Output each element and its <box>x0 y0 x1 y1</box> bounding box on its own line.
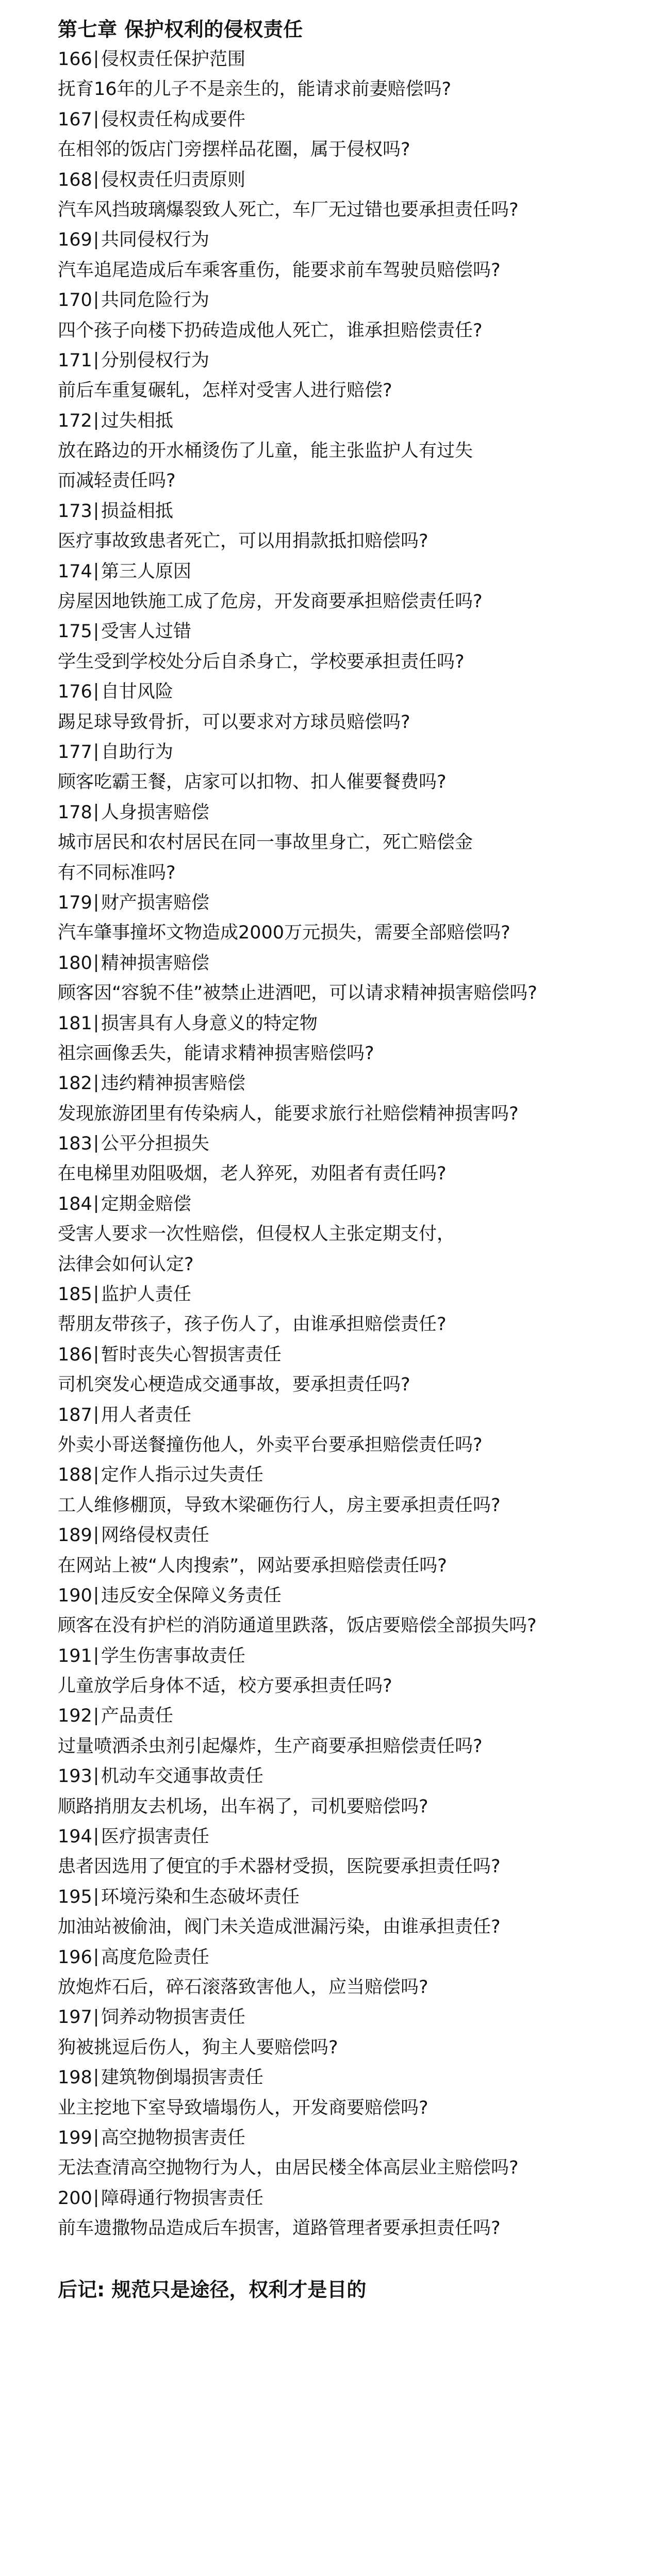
entry-topic: 障碍通行物损害责任 <box>101 2188 263 2209</box>
toc-entry[interactable] <box>58 1400 660 1461</box>
entry-number: 190 <box>58 1585 92 1606</box>
entry-question: 祖宗画像丢失，能请求精神损害赔偿吗? <box>58 1043 374 1064</box>
entry-heading <box>58 1701 660 1731</box>
entry-separator <box>95 1708 97 1725</box>
entry-topic: 网络侵权责任 <box>101 1525 209 1546</box>
entry-question: 顾客吃霸王餐，店家可以扣物、扣人催要餐费吗? <box>58 772 447 793</box>
entry-separator <box>95 954 97 972</box>
entry-separator <box>95 291 97 309</box>
toc-entry[interactable] <box>58 1068 660 1129</box>
entry-topic: 侵权责任归责原则 <box>101 169 245 190</box>
toc-entry[interactable] <box>58 1520 660 1581</box>
entry-separator <box>95 683 97 701</box>
entry-heading <box>58 1822 660 1852</box>
entry-topic: 损害具有人身意义的特定物 <box>101 1013 318 1034</box>
entry-separator <box>95 1015 97 1032</box>
entry-heading <box>58 557 660 587</box>
toc-entry[interactable] <box>58 557 660 617</box>
entry-heading <box>58 406 660 436</box>
entry-question: 帮朋友带孩子，孩子伤人了，由谁承担赔偿责任? <box>58 1314 447 1335</box>
entry-number: 176 <box>58 682 92 703</box>
entry-number: 193 <box>58 1766 92 1787</box>
entry-number: 172 <box>58 410 92 431</box>
toc-entry[interactable] <box>58 1942 660 2003</box>
toc-entry[interactable] <box>58 1761 660 1822</box>
entry-separator <box>95 171 97 189</box>
entry-heading <box>58 165 660 195</box>
entry-question: 受害人要求一次性赔偿，但侵权人主张定期支付， <box>58 1224 455 1245</box>
entry-separator <box>95 352 97 369</box>
toc-entry[interactable] <box>58 496 660 557</box>
entry-heading <box>58 677 660 707</box>
entry-question: 抚育16年的儿子不是亲生的，能请求前妻赔偿吗? <box>58 79 452 100</box>
entry-topic: 建筑物倒塌损害责任 <box>101 2067 263 2088</box>
entry-topic: 饲养动物损害责任 <box>101 2007 245 2028</box>
entry-separator <box>95 743 97 761</box>
entry-heading <box>58 1340 660 1370</box>
toc-entry[interactable] <box>58 1882 660 1942</box>
entry-question: 工人维修棚顶，导致木梁砸伤行人，房主要承担责任吗? <box>58 1495 501 1516</box>
entry-topic: 分别侵权行为 <box>101 350 209 371</box>
toc-entry[interactable] <box>58 1701 660 1761</box>
entry-separator <box>95 51 97 68</box>
entry-question: 司机突发心梗造成交通事故，要承担责任吗? <box>58 1374 410 1396</box>
entry-separator <box>95 1647 97 1665</box>
entry-question: 顺路捎朋友去机场，出车祸了，司机要赔偿吗? <box>58 1796 428 1817</box>
toc-entry[interactable] <box>58 888 660 948</box>
entry-separator <box>95 412 97 430</box>
entry-topic: 环境污染和生态破坏责任 <box>101 1886 300 1907</box>
toc-entry[interactable] <box>58 1641 660 1702</box>
entry-question: 学生受到学校处分后自杀身亡，学校要承担责任吗? <box>58 651 465 672</box>
entry-question: 而减轻责任吗? <box>58 471 176 492</box>
entry-separator <box>95 804 97 821</box>
entry-number: 188 <box>58 1465 92 1486</box>
toc-entry[interactable] <box>58 2123 660 2183</box>
entry-separator <box>95 1527 97 1544</box>
entry-heading <box>58 346 660 376</box>
entry-question: 过量喷洒杀虫剂引起爆炸，生产商要承担赔偿责任吗? <box>58 1736 483 1757</box>
entry-heading <box>58 888 660 918</box>
entry-number: 175 <box>58 621 92 642</box>
entry-separator <box>95 111 97 128</box>
toc-entry[interactable] <box>58 44 660 105</box>
toc-entry[interactable] <box>58 2002 660 2063</box>
entry-heading <box>58 798 660 828</box>
entry-topic: 违反安全保障义务责任 <box>101 1585 282 1606</box>
entry-question: 在电梯里劝阻吸烟，老人猝死，劝阻者有责任吗? <box>58 1163 447 1185</box>
entry-heading <box>58 2002 660 2032</box>
entry-number: 199 <box>58 2127 92 2148</box>
toc-entry[interactable] <box>58 1129 660 1189</box>
entry-heading <box>58 1581 660 1611</box>
entry-topic: 共同危险行为 <box>101 290 209 311</box>
entry-question: 顾客在没有护栏的消防通道里跌落，饭店要赔偿全部损失吗? <box>58 1615 537 1637</box>
entry-topic: 暂时丧失心智损害责任 <box>101 1344 282 1365</box>
entry-separator <box>95 623 97 641</box>
entry-topic: 损益相抵 <box>101 500 173 522</box>
entry-number: 181 <box>58 1013 92 1034</box>
entry-heading <box>58 737 660 767</box>
entry-question: 四个孩子向楼下扔砖造成他人死亡，谁承担赔偿责任? <box>58 320 483 341</box>
entry-number: 194 <box>58 1826 92 1848</box>
entry-topic: 财产损害赔偿 <box>101 892 209 913</box>
entry-number: 180 <box>58 952 92 974</box>
entry-separator <box>95 1888 97 1906</box>
entry-number: 170 <box>58 290 92 311</box>
entry-question: 狗被挑逗后伤人，狗主人要赔偿吗? <box>58 2037 338 2058</box>
toc-entry[interactable] <box>58 1822 660 1882</box>
entry-question: 踢足球导致骨折，可以要求对方球员赔偿吗? <box>58 711 410 733</box>
entry-separator <box>95 1949 97 1966</box>
entry-heading <box>58 2063 660 2093</box>
entry-question: 放在路边的开水桶烫伤了儿童，能主张监护人有过失 <box>58 441 473 462</box>
entry-topic: 人身损害赔偿 <box>101 802 209 823</box>
entry-topic: 机动车交通事故责任 <box>101 1766 263 1787</box>
entry-separator <box>95 2129 97 2147</box>
entry-number: 182 <box>58 1073 92 1094</box>
afterword-title: 后记: 规范只是途径，权利才是目的 <box>58 2278 367 2301</box>
entry-heading <box>58 44 660 74</box>
entry-heading <box>58 1129 660 1159</box>
toc-entry[interactable] <box>58 2063 660 2123</box>
entry-number: 192 <box>58 1706 92 1727</box>
entry-topic: 监护人责任 <box>101 1284 191 1305</box>
entry-separator <box>95 2069 97 2086</box>
entry-separator <box>95 1286 97 1303</box>
entry-number: 178 <box>58 802 92 823</box>
toc-entry[interactable] <box>58 737 660 798</box>
entry-heading <box>58 617 660 646</box>
entry-topic: 学生伤害事故责任 <box>101 1645 245 1666</box>
entry-topic: 精神损害赔偿 <box>101 952 209 974</box>
entry-number: 179 <box>58 892 92 913</box>
toc-entry[interactable] <box>58 798 660 888</box>
toc-entry[interactable] <box>58 105 660 165</box>
entry-question: 汽车风挡玻璃爆裂致人死亡，车厂无过错也要承担责任吗? <box>58 199 519 220</box>
entry-heading <box>58 285 660 315</box>
entry-number: 186 <box>58 1344 92 1365</box>
entry-heading <box>58 1882 660 1912</box>
entry-heading <box>58 225 660 255</box>
entry-question: 房屋因地铁施工成了危房，开发商要承担赔偿责任吗? <box>58 591 483 612</box>
entry-number: 197 <box>58 2007 92 2028</box>
entry-question: 医疗事故致患者死亡，可以用捐款抵扣赔偿吗? <box>58 531 428 552</box>
entry-heading <box>58 1520 660 1550</box>
entry-question: 发现旅游团里有传染病人，能要求旅行社赔偿精神损害吗? <box>58 1103 519 1124</box>
entry-topic: 受害人过错 <box>101 621 191 642</box>
entry-separator <box>95 2009 97 2027</box>
entry-question: 法律会如何认定? <box>58 1254 194 1275</box>
entry-number: 189 <box>58 1525 92 1546</box>
entry-topic: 第三人原因 <box>101 561 191 582</box>
entry-topic: 侵权责任构成要件 <box>101 109 245 130</box>
toc-entry[interactable] <box>58 2183 660 2244</box>
entry-heading <box>58 1641 660 1671</box>
entry-heading <box>58 1942 660 1972</box>
entry-separator <box>95 1346 97 1364</box>
entry-question: 城市居民和农村居民在同一事故里身亡，死亡赔偿金 <box>58 832 473 853</box>
toc-entry[interactable] <box>58 1279 660 1340</box>
entry-question: 儿童放学后身体不适，校方要承担责任吗? <box>58 1676 392 1697</box>
toc-entry[interactable] <box>58 1340 660 1400</box>
entry-question: 在相邻的饭店门旁摆样品花圈，属于侵权吗? <box>58 139 410 160</box>
chapter-title: 第七章 保护权利的侵权责任 <box>58 18 303 41</box>
entry-number: 169 <box>58 230 92 251</box>
toc-entry[interactable] <box>58 165 660 225</box>
entry-question: 前车遗撒物品造成后车损害，道路管理者要承担责任吗? <box>58 2218 501 2239</box>
entry-separator <box>95 894 97 912</box>
entry-separator <box>95 1135 97 1153</box>
entry-number: 195 <box>58 1886 92 1907</box>
entry-number: 185 <box>58 1284 92 1305</box>
entry-number: 196 <box>58 1947 92 1968</box>
entry-list <box>58 44 660 2244</box>
entry-separator <box>95 563 97 580</box>
entry-heading <box>58 2123 660 2153</box>
entry-separator <box>95 1195 97 1213</box>
entry-question: 无法查清高空抛物行为人，由居民楼全体高层业主赔偿吗? <box>58 2158 519 2179</box>
entry-heading <box>58 1279 660 1309</box>
entry-separator <box>95 1406 97 1424</box>
toc-entry[interactable] <box>58 406 660 496</box>
entry-topic: 过失相抵 <box>101 410 173 431</box>
entry-number: 198 <box>58 2067 92 2088</box>
entry-number: 191 <box>58 1645 92 1666</box>
toc-entry[interactable] <box>58 1189 660 1279</box>
entry-separator <box>95 1467 97 1484</box>
toc-entry[interactable] <box>58 948 660 1009</box>
entry-question: 汽车肇事撞坏文物造成2000万元损失，需要全部赔偿吗? <box>58 922 510 944</box>
toc-entry[interactable] <box>58 346 660 406</box>
entry-topic: 共同侵权行为 <box>101 230 209 251</box>
entry-question: 前后车重复碾轧，怎样对受害人进行赔偿? <box>58 380 392 401</box>
entry-topic: 医疗损害责任 <box>101 1826 209 1848</box>
entry-question: 外卖小哥送餐撞伤他人，外卖平台要承担赔偿责任吗? <box>58 1434 483 1455</box>
entry-topic: 高空抛物损害责任 <box>101 2127 245 2148</box>
entry-number: 200 <box>58 2188 92 2209</box>
entry-topic: 高度危险责任 <box>101 1947 209 1968</box>
entry-question: 在网站上被“人肉搜索”，网站要承担赔偿责任吗? <box>58 1555 447 1576</box>
entry-question: 顾客因“容貌不佳”被禁止进酒吧，可以请求精神损害赔偿吗? <box>58 983 537 1004</box>
entry-separator <box>95 1075 97 1092</box>
toc-entry[interactable] <box>58 225 660 285</box>
entry-topic: 产品责任 <box>101 1706 173 1727</box>
entry-separator <box>95 232 97 249</box>
entry-number: 183 <box>58 1133 92 1155</box>
entry-number: 177 <box>58 741 92 763</box>
entry-number: 168 <box>58 169 92 190</box>
entry-heading <box>58 1400 660 1430</box>
entry-number: 167 <box>58 109 92 130</box>
entry-separator <box>95 1768 97 1785</box>
entry-heading <box>58 1460 660 1490</box>
entry-topic: 自助行为 <box>101 741 173 763</box>
toc-entry[interactable] <box>58 1460 660 1520</box>
entry-topic: 自甘风险 <box>101 682 173 703</box>
toc-entry[interactable] <box>58 1581 660 1641</box>
entry-heading <box>58 105 660 135</box>
entry-question: 业主挖地下室导致墙塌伤人，开发商要赔偿吗? <box>58 2097 428 2118</box>
entry-question: 患者因选用了便宜的手术器材受损，医院要承担责任吗? <box>58 1856 501 1877</box>
entry-separator <box>95 1587 97 1605</box>
entry-number: 184 <box>58 1193 92 1214</box>
toc-entry[interactable] <box>58 285 660 346</box>
entry-heading <box>58 1009 660 1039</box>
entry-question: 加油站被偷油，阀门未关造成泄漏污染，由谁承担责任? <box>58 1917 501 1938</box>
entry-heading <box>58 1189 660 1219</box>
entry-number: 187 <box>58 1404 92 1425</box>
entry-heading <box>58 496 660 526</box>
entry-separator <box>95 2190 97 2207</box>
entry-question: 放炮炸石后，碎石滚落致害他人，应当赔偿吗? <box>58 1977 428 1998</box>
entry-topic: 定期金赔偿 <box>101 1193 191 1214</box>
entry-topic: 公平分担损失 <box>101 1133 209 1155</box>
entry-topic: 侵权责任保护范围 <box>101 49 245 70</box>
toc-entry[interactable] <box>58 617 660 677</box>
toc-entry[interactable] <box>58 677 660 737</box>
entry-topic: 违约精神损害赔偿 <box>101 1073 245 1094</box>
entry-number: 173 <box>58 500 92 522</box>
entry-separator <box>95 503 97 520</box>
toc-entry[interactable] <box>58 1009 660 1069</box>
entry-topic: 定作人指示过失责任 <box>101 1465 263 1486</box>
entry-question: 有不同标准吗? <box>58 862 176 883</box>
entry-separator <box>95 1828 97 1845</box>
entry-number: 171 <box>58 350 92 371</box>
entry-heading <box>58 1761 660 1791</box>
entry-number: 174 <box>58 561 92 582</box>
entry-heading <box>58 948 660 978</box>
entry-heading <box>58 1068 660 1098</box>
entry-number: 166 <box>58 49 92 70</box>
entry-question: 汽车追尾造成后车乘客重伤，能要求前车驾驶员赔偿吗? <box>58 260 501 281</box>
entry-topic: 用人者责任 <box>101 1404 191 1425</box>
entry-heading <box>58 2183 660 2213</box>
